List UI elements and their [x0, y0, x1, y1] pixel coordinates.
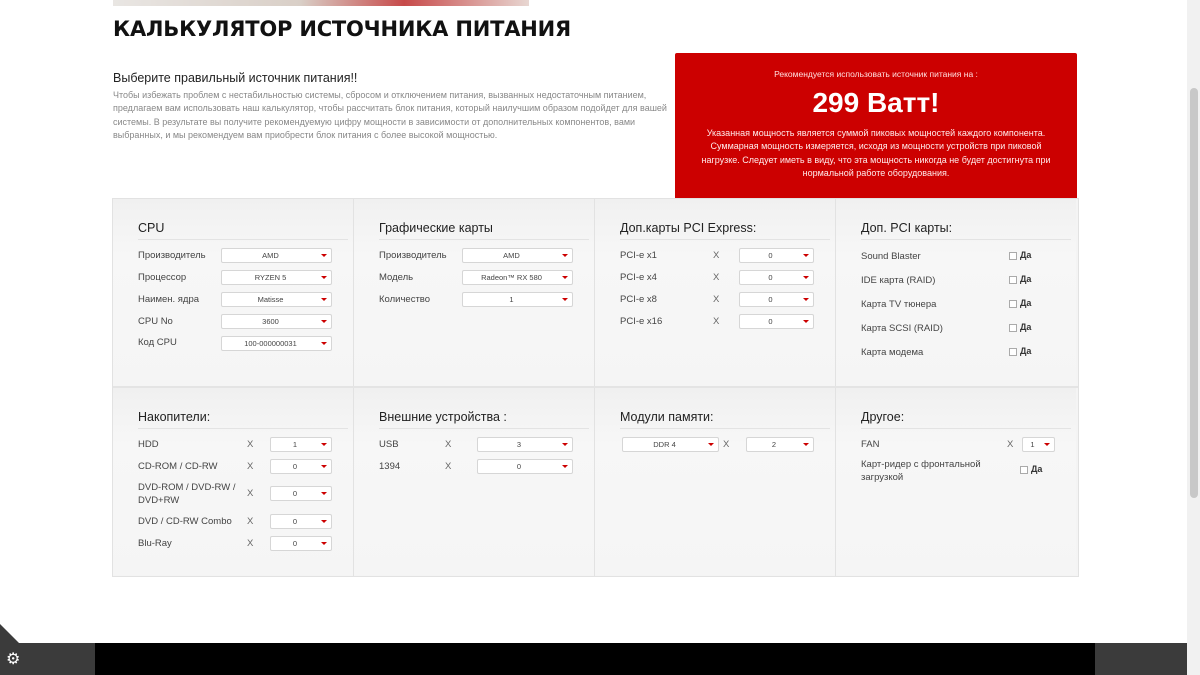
cpu-manufacturer-label: Производитель — [138, 250, 206, 261]
multiply-sign: X — [723, 439, 730, 450]
pcie-x4-label: PCI-e x4 — [620, 272, 657, 283]
multiply-sign: X — [247, 461, 254, 472]
pcie-x8-select[interactable]: 0 — [739, 292, 814, 307]
caret-down-icon — [321, 298, 327, 301]
external-usb-label: USB — [379, 439, 399, 450]
multiply-sign: X — [247, 439, 254, 450]
cpu-code-label: Код CPU — [138, 337, 177, 348]
multiply-sign: X — [713, 294, 720, 305]
caret-down-icon — [803, 298, 809, 301]
pci-tv-tuner-label: Карта TV тюнера — [861, 299, 937, 310]
multiply-sign: X — [1007, 439, 1014, 450]
pcie-x8-label: PCI-e x8 — [620, 294, 657, 305]
caret-down-icon — [803, 320, 809, 323]
pci-modem-label: Карта модема — [861, 347, 924, 358]
recommendation-label: Рекомендуется использовать источник питания на : — [774, 69, 978, 79]
other-panel — [836, 388, 1076, 575]
other-panel-title: Другое: — [861, 410, 905, 424]
pcie-x16-label: PCI-e x16 — [620, 316, 663, 327]
cpu-processor-select[interactable]: RYZEN 5 — [221, 270, 332, 285]
cpu-panel — [113, 199, 353, 386]
multiply-sign: X — [445, 461, 452, 472]
pci-tv-tuner-checkbox[interactable]: Да — [1009, 298, 1031, 308]
multiply-sign: X — [713, 272, 720, 283]
storage-panel-title: Накопители: — [138, 410, 211, 424]
caret-down-icon — [321, 465, 327, 468]
external-usb-select[interactable]: 3 — [477, 437, 573, 452]
caret-down-icon — [562, 443, 568, 446]
gpu-quantity-label: Количество — [379, 294, 431, 305]
footer — [95, 643, 1095, 675]
other-cardreader-checkbox[interactable]: Да — [1020, 464, 1042, 474]
storage-hdd-select[interactable]: 1 — [270, 437, 332, 452]
recommendation-note: Указанная мощность является суммой пиковых мощностей каждого компонента. Суммарная мощность измеряется, исходя из мощности устройств при пиковой нагрузке. Следует иметь в виду, что эта мощность никогда не будет достигнута при нормальной работе оборудования. — [701, 128, 1051, 179]
caret-down-icon — [708, 443, 714, 446]
storage-hdd-label: HDD — [138, 439, 159, 450]
external-panel-title: Внешние устройства : — [379, 410, 507, 424]
caret-down-icon — [803, 276, 809, 279]
caret-down-icon — [321, 542, 327, 545]
multiply-sign: X — [713, 250, 720, 261]
caret-down-icon — [803, 254, 809, 257]
multiply-sign: X — [247, 488, 254, 499]
gpu-panel-title: Графические карты — [379, 221, 493, 235]
pci-scsi-raid-checkbox[interactable]: Да — [1009, 322, 1031, 332]
pci-ide-raid-checkbox[interactable]: Да — [1009, 274, 1031, 284]
storage-bluray-select[interactable]: 0 — [270, 536, 332, 551]
recommendation-box — [675, 53, 1077, 202]
cpu-code-select[interactable]: 100-000000031 — [221, 336, 332, 351]
caret-down-icon — [321, 254, 327, 257]
storage-cdrom-label: CD-ROM / CD-RW — [138, 461, 218, 472]
caret-down-icon — [562, 254, 568, 257]
other-fan-select[interactable]: 1 — [1022, 437, 1055, 452]
pci-sound-blaster-label: Sound Blaster — [861, 251, 921, 262]
external-panel — [354, 388, 594, 575]
caret-down-icon — [562, 298, 568, 301]
gpu-model-select[interactable]: Radeon™ RX 580 — [462, 270, 573, 285]
caret-down-icon — [321, 443, 327, 446]
calculator-grid — [112, 198, 1079, 577]
pcie-x4-select[interactable]: 0 — [739, 270, 814, 285]
storage-dvdrom-select[interactable]: 0 — [270, 486, 332, 501]
pcie-x1-label: PCI-e x1 — [620, 250, 657, 261]
pci-ide-raid-label: IDE карта (RAID) — [861, 275, 936, 286]
cpu-number-select[interactable]: 3600 — [221, 314, 332, 329]
storage-cdrom-select[interactable]: 0 — [270, 459, 332, 474]
multiply-sign: X — [247, 538, 254, 549]
caret-down-icon — [562, 276, 568, 279]
caret-down-icon — [1044, 443, 1050, 446]
pci-sound-blaster-checkbox[interactable]: Да — [1009, 250, 1031, 260]
intro-text: Чтобы избежать проблем с нестабильностью системы, сбросом и отключением питания, вызванных недостаточным питанием, предлагаем вам использовать наш калькулятор, чтобы рассчитать блок питания, который наилучшим образом подойдет для вашей системы. В результате вы получите рекомендуемую цифру мощности в зависимости от дополнительных компонентов, вами выбранных, и мы рекомендуем вам приобрести блок питания с более высокой мощностью. — [113, 90, 667, 141]
footer-right — [1095, 643, 1187, 675]
other-fan-label: FAN — [861, 439, 880, 450]
pci-scsi-raid-label: Карта SCSI (RAID) — [861, 323, 943, 334]
cpu-manufacturer-select[interactable]: AMD — [221, 248, 332, 263]
recommended-wattage: 299 Ватт! — [812, 87, 940, 118]
pci-modem-checkbox[interactable]: Да — [1009, 346, 1031, 356]
caret-down-icon — [562, 465, 568, 468]
scrollbar-thumb[interactable] — [1190, 88, 1198, 498]
caret-down-icon — [321, 492, 327, 495]
gpu-manufacturer-label: Производитель — [379, 250, 447, 261]
memory-panel-title: Модули памяти: — [620, 410, 714, 424]
grid-divider — [113, 386, 1078, 388]
memory-panel — [595, 388, 835, 575]
storage-combo-label: DVD / CD-RW Combo — [138, 516, 232, 527]
gpu-panel — [354, 199, 594, 386]
other-cardreader-label: Карт-ридер с фронтальной загрузкой — [861, 459, 981, 483]
cpu-panel-title: CPU — [138, 221, 165, 235]
pci-panel-title: Доп. PCI карты: — [861, 221, 953, 235]
storage-panel — [113, 388, 353, 575]
gpu-quantity-select[interactable]: 1 — [462, 292, 573, 307]
gear-icon[interactable]: ⚙ — [6, 651, 21, 668]
intro-heading: Выберите правильный источник питания!! — [113, 71, 358, 85]
caret-down-icon — [321, 320, 327, 323]
pcie-x1-select[interactable]: 0 — [739, 248, 814, 263]
caret-down-icon — [321, 342, 327, 345]
caret-down-icon — [321, 520, 327, 523]
pcie-x16-select[interactable]: 0 — [739, 314, 814, 329]
memory-type-select[interactable]: DDR 4 — [622, 437, 719, 452]
storage-bluray-label: Blu-Ray — [138, 538, 172, 549]
pci-panel — [836, 199, 1076, 386]
multiply-sign: X — [713, 316, 720, 327]
caret-down-icon — [321, 276, 327, 279]
cpu-core-label: Наимен. ядра — [138, 294, 200, 305]
memory-count-select[interactable]: 2 — [746, 437, 814, 452]
pcie-panel-title: Доп.карты PCI Express: — [620, 221, 757, 235]
settings-tab-corner — [0, 624, 20, 644]
header-banner-image — [113, 0, 529, 6]
storage-combo-select[interactable]: 0 — [270, 514, 332, 529]
gpu-manufacturer-select[interactable]: AMD — [462, 248, 573, 263]
cpu-core-select[interactable]: Matisse — [221, 292, 332, 307]
gpu-model-label: Модель — [379, 272, 414, 283]
multiply-sign: X — [247, 516, 254, 527]
storage-dvdrom-label: DVD-ROM / DVD-RW / DVD+RW — [138, 482, 236, 506]
pcie-panel — [595, 199, 835, 386]
multiply-sign: X — [445, 439, 452, 450]
cpu-processor-label: Процессор — [138, 272, 187, 283]
external-1394-label: 1394 — [379, 461, 401, 472]
caret-down-icon — [803, 443, 809, 446]
page-title: КАЛЬКУЛЯТОР ИСТОЧНИКА ПИТАНИЯ — [113, 17, 571, 41]
cpu-number-label: CPU No — [138, 316, 173, 327]
external-1394-select[interactable]: 0 — [477, 459, 573, 474]
